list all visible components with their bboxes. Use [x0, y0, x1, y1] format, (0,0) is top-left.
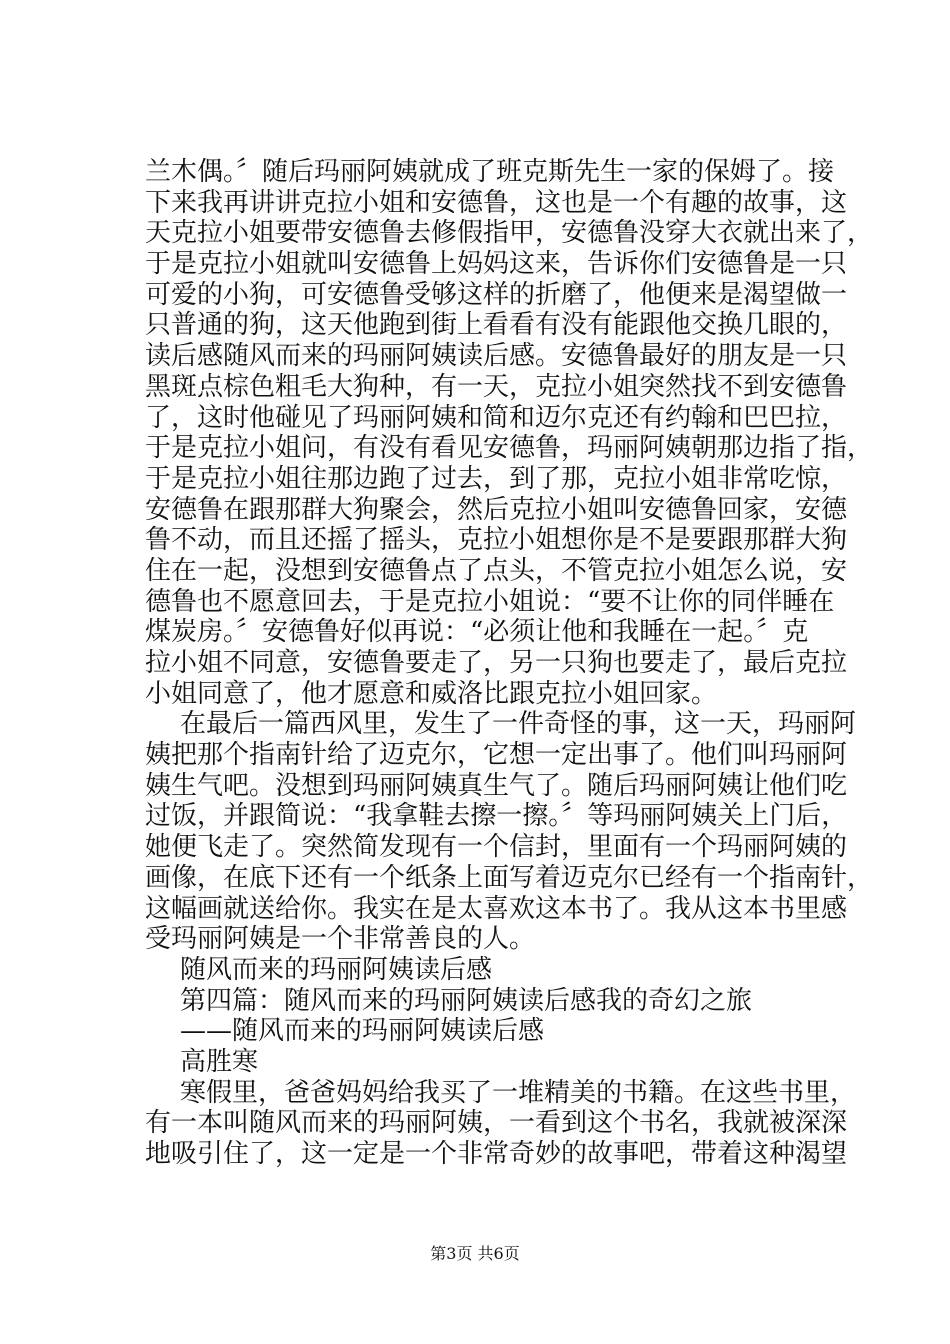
page-footer: 第3页 共6页 [430, 1244, 520, 1263]
text-line: 可爱的小狗，可安德鲁受够这样的折磨了，他便来是渴望做一 [145, 279, 848, 310]
text-line: 高胜寒 [180, 1046, 259, 1077]
text-line: 第四篇：随风而来的玛丽阿姨读后感我的奇幻之旅 [180, 985, 753, 1016]
text-line: 鲁不动，而且还摇了摇头，克拉小姐想你是不是要跟那群大狗 [145, 525, 848, 556]
text-line: 了，这时他碰见了玛丽阿姨和简和迈尔克还有约翰和巴巴拉， [145, 402, 848, 433]
text-line: 于是克拉小姐就叫安德鲁上妈妈这来，告诉你们安德鲁是一只 [145, 249, 848, 280]
text-line: 于是克拉小姐问，有没有看见安德鲁，玛丽阿姨朝那边指了指， [145, 433, 874, 464]
text-line: 住在一起，没想到安德鲁点了点头，不管克拉小姐怎么说，安 [145, 555, 848, 586]
text-line: 姨生气吧。没想到玛丽阿姨真生气了。随后玛丽阿姨让他们吃 [145, 770, 848, 801]
text-line: 于是克拉小姐往那边跑了过去，到了那，克拉小姐非常吃惊， [145, 463, 848, 494]
text-line: 拉小姐不同意，安德鲁要走了，另一只狗也要走了，最后克拉 [145, 648, 848, 678]
text-line: 受玛丽阿姨是一个非常善良的人。 [145, 924, 536, 955]
text-line: 她便飞走了。突然简发现有一个信封，里面有一个玛丽阿姨的 [145, 832, 848, 863]
text-line: 天克拉小姐要带安德鲁去修假指甲，安德鲁没穿大衣就出来了， [145, 218, 874, 249]
text-line: 在最后一篇西风里，发生了一件奇怪的事，这一天，玛丽阿 [180, 709, 857, 740]
text-line: 随风而来的玛丽阿姨读后感 [180, 954, 493, 985]
document-body [145, 157, 874, 1170]
text-line: 寒假里，爸爸妈妈给我买了一堆精美的书籍。在这些书里， [180, 1077, 857, 1108]
text-line: 小姐同意了，他才愿意和威洛比跟克拉小姐回家。 [145, 678, 718, 709]
text-line: 过饭，并跟简说：“我拿鞋去擦一擦。〞等玛丽阿姨关上门后， [145, 801, 848, 832]
text-line: 煤炭房。〞安德鲁好似再说：“必须让他和我睡在一起。〞克 [145, 617, 809, 648]
text-line: 画像，在底下还有一个纸条上面写着迈克尔已经有一个指南针， [145, 862, 874, 893]
text-line: 姨把那个指南针给了迈克尔，它想一定出事了。他们叫玛丽阿 [145, 740, 848, 771]
text-line: 德鲁也不愿意回去，于是克拉小姐说：“要不让你的同伴睡在 [145, 586, 835, 617]
text-line: 读后感随风而来的玛丽阿姨读后感。安德鲁最好的朋友是一只 [145, 341, 848, 372]
text-line: 黑斑点棕色粗毛大狗种，有一天，克拉小姐突然找不到安德鲁 [145, 371, 848, 402]
text-line: 有一本叫随风而来的玛丽阿姨，一看到这个书名，我就被深深 [145, 1108, 848, 1139]
text-line: ——随风而来的玛丽阿姨读后感 [180, 1016, 545, 1047]
text-line: 下来我再讲讲克拉小姐和安德鲁，这也是一个有趣的故事，这 [145, 187, 848, 218]
text-line: 地吸引住了，这一定是一个非常奇妙的故事吧，带着这种渴望 [145, 1139, 848, 1169]
text-line: 兰木偶。〞随后玛丽阿姨就成了班克斯先生一家的保姆了。接 [145, 157, 835, 187]
text-line: 这幅画就送给你。我实在是太喜欢这本书了。我从这本书里感 [145, 893, 848, 924]
text-line: 只普通的狗，这天他跑到街上看看有没有能跟他交换几眼的， [145, 310, 848, 341]
text-line: 安德鲁在跟那群大狗聚会，然后克拉小姐叫安德鲁回家，安德 [145, 494, 848, 525]
